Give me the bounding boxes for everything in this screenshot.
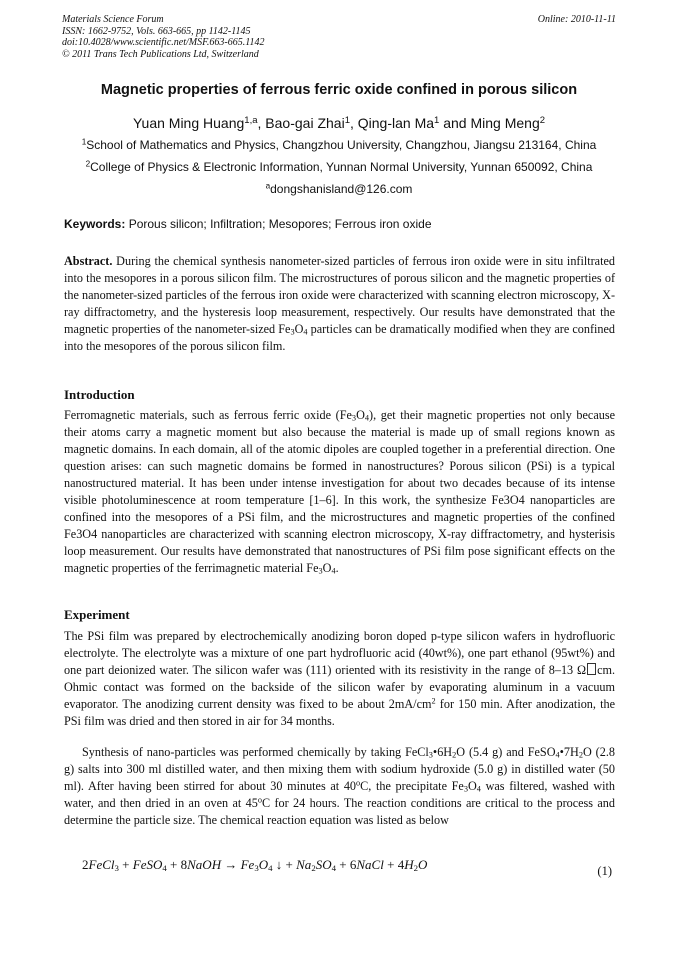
author-name: Bao-gai Zhai: [265, 115, 345, 131]
formula-sub: 4: [331, 566, 336, 576]
author-superscript: 1,a: [244, 114, 258, 126]
affiliation-text: School of Mathematics and Physics, Changzhou University, Changzhou, Jiangsu 213164, China: [86, 138, 597, 152]
equation-species: FeCl: [88, 857, 115, 872]
formula-sub: 2: [452, 750, 457, 760]
reaction-arrow: →: [221, 857, 241, 872]
equation-species: H: [404, 857, 414, 872]
equation-operator: +: [383, 857, 398, 872]
experiment-text: was filtered, washed with water, and then dried in an oven at 45: [64, 779, 615, 810]
doi-line: doi:10.4028/www.scientific.net/MSF.663-665.1142: [62, 37, 265, 48]
author-name: Qing-lan Ma: [357, 115, 435, 131]
equation-sub: 2: [413, 862, 419, 873]
formula-sub: 4: [364, 413, 370, 423]
equation-species: O: [418, 857, 428, 872]
experiment-paragraph-2: [64, 744, 615, 829]
formula-part: O: [356, 408, 365, 422]
equation-sub: 4: [268, 862, 273, 873]
issn-line: ISSN: 1662-9752, Vols. 663-665, pp 1142-1145: [62, 25, 251, 37]
author-list: [40, 115, 638, 131]
formula-part: Fe: [306, 561, 319, 575]
equation-operator: +: [336, 857, 350, 872]
equation-operator: +: [118, 857, 133, 872]
email-text[interactable]: dongshanisland@126.com: [270, 182, 413, 196]
introduction-heading: Introduction: [64, 387, 135, 402]
formula-sub: 3: [290, 327, 295, 337]
experiment-text: •7H: [559, 745, 579, 759]
formula-part: Fe: [451, 779, 464, 793]
formula-sub: 4: [476, 784, 481, 794]
author-name: Yuan Ming Huang: [132, 115, 245, 131]
formula-part: Fe: [339, 408, 352, 422]
intro-text: .: [335, 561, 339, 575]
email-superscript: a: [265, 181, 271, 191]
formula-sub: 3: [351, 413, 357, 423]
unit-superscript: 2: [431, 696, 436, 706]
experiment-text: •6H: [432, 745, 453, 759]
equation-species: NaCl: [356, 857, 384, 872]
equation-coefficient: 2: [82, 857, 89, 872]
formula-part: O: [467, 779, 477, 793]
equation-sub: 3: [114, 862, 119, 873]
author-email: [30, 182, 648, 196]
equation-species: Na: [296, 857, 312, 872]
journal-header: [62, 14, 616, 60]
experiment-text: O (5.4 g) and FeSO: [456, 745, 556, 759]
formula-sub: 2: [578, 750, 583, 760]
journal-name: Materials Science Forum: [62, 14, 164, 25]
copyright-line: © 2011 Trans Tech Publications Ltd, Switzerland: [62, 48, 259, 60]
affiliation-1: [30, 138, 648, 152]
author-separator: and: [439, 115, 471, 131]
missing-glyph-box: [587, 663, 596, 675]
affiliation-2: [30, 160, 648, 174]
equation-species: SO: [315, 857, 332, 872]
author-superscript: 2: [539, 114, 546, 126]
experiment-paragraph-1: [64, 628, 615, 730]
keywords-text: Porous silicon; Infiltration; Mesopores; Ferrous iron oxide: [125, 217, 432, 231]
formula-part: O: [322, 561, 332, 575]
formula-sub: 4: [555, 750, 560, 760]
formula-sub: 3: [428, 750, 433, 760]
abstract: [64, 253, 615, 355]
experiment-text: C for 24 hours. The reaction conditions are critical to the process and determine the particle size. The chemical reaction equation was listed as below: [64, 796, 615, 827]
equation-coefficient: 6: [349, 857, 357, 872]
intro-text: ), get their magnetic properties not only because their atoms carry a magnetic moment but also because the material is made up of small regions known as magnetic domains. In each domain, all of the atomic dipoles are coupled together in a preferential direction. One question arises: can such magnetic domains be formed in nanostructures? Porous silicon (PSi) is a typical nanostructured material. It has been under intense investigation for about two decades because of its intense visible photoluminescence at room temperature [1–6]. In this work, the synthesize Fe3O4 nanoparticles are confined into the mesopores of a PSi film, and the microstructures and magnetic properties of the confined Fe3O4 nanoparticles are characterized with scanning electron microscopy, X-ray diffractometry, and hysterisis loop measurement. Our results have demonstrated that nanostructures of PSi film pose significant effects on the magnetic properties of the ferrimagnetic material: [64, 408, 615, 575]
experiment-text: C, the precipitate: [360, 779, 452, 793]
formula-part: Fe: [278, 322, 291, 336]
equation-number: (1): [597, 864, 612, 878]
equation-sub: 3: [254, 862, 259, 873]
author-superscript: 1: [344, 114, 350, 126]
equation-coefficient: 4: [397, 857, 405, 872]
experiment-text: O (2.8 g) salts into 300 ml distilled water, and then mixing them with sodium hydroxide (5.0 g) in distilled water (50 ml). After having been stirred for about 30 minutes at 40: [64, 745, 615, 793]
formula-part: O: [294, 322, 304, 336]
author-separator: ,: [257, 115, 266, 131]
equation-sub: 4: [331, 862, 337, 873]
experiment-text: for 150 min. After anodization, the PSi film was dried and then stored in air for 34 months.: [64, 697, 616, 728]
affiliation-superscript: 1: [81, 137, 87, 147]
author-separator: ,: [349, 115, 358, 131]
degree-superscript: o: [356, 778, 361, 788]
equation-species: FeSO: [132, 857, 163, 872]
introduction-paragraph: [64, 407, 615, 577]
degree-superscript: o: [257, 795, 262, 805]
abstract-text: During the chemical synthesis nanometer-sized particles of ferrous iron oxide were in situ infiltrated into the mesopores in a porous silicon film. The microstructures of porous silicon and the magnetic properties of the nanometer-sized particles of the ferrous iron oxide were characterized with scanning electron microscopy, X-ray diffractometry, and the hysteresis loop measurement, respectively. Our results have demonstrated that the magnetic properties of the nanometer-sized: [64, 254, 615, 336]
equation-species: NaOH: [187, 857, 222, 872]
intro-text: Ferromagnetic materials, such as ferrous ferric oxide (: [64, 408, 340, 422]
equation-sub: 4: [162, 862, 167, 873]
formula-sub: 3: [463, 784, 468, 794]
affiliation-superscript: 2: [85, 159, 91, 169]
equation-species: Fe: [240, 857, 255, 872]
author-superscript: 1: [434, 114, 440, 126]
affiliation-text: College of Physics & Electronic Information, Yunnan Normal University, Yunnan 650092, China: [90, 160, 593, 174]
abstract-label: Abstract.: [64, 254, 113, 268]
formula-sub: 4: [303, 327, 308, 337]
equation-sub: 2: [311, 862, 316, 873]
paper-title: Magnetic properties of ferrous ferric oxide confined in porous silicon: [100, 82, 578, 98]
formula-sub: 3: [318, 566, 323, 576]
online-date: Online: 2010-11-11: [537, 14, 616, 25]
equation-operator: +: [166, 857, 181, 872]
abstract-text: particles can be dramatically modified when they are confined into the mesopores of the porous silicon film.: [64, 322, 615, 353]
keywords-label: Keywords:: [64, 217, 126, 231]
experiment-text: cm. Ohmic contact was formed on the backside of the silicon wafer by evaporating aluminum in a vacuum evaporator. The anodizing current density was fixed to be about 2mA/cm: [64, 663, 615, 711]
experiment-heading: Experiment: [64, 607, 130, 622]
equation-species: O: [258, 857, 269, 872]
author-name: Ming Meng: [470, 115, 540, 131]
experiment-text: The PSi film was prepared by electrochemically anodizing boron doped p-type silicon wafers in hydrofluoric electrolyte. The electrolyte was a mixture of one part hydrofluoric acid (40wt%), one part ethanol (95wt%) and one part deionized water. The silicon wafer was (111) oriented with its resistivity in the range of 8–13 Ω: [64, 629, 615, 677]
keywords: [64, 217, 616, 231]
equation-coefficient: 8: [180, 857, 188, 872]
experiment-text: Synthesis of nano-particles was performed chemically by taking FeCl: [82, 745, 429, 759]
precipitate-arrow: ↓ +: [272, 857, 297, 872]
chemical-equation: [82, 857, 427, 873]
